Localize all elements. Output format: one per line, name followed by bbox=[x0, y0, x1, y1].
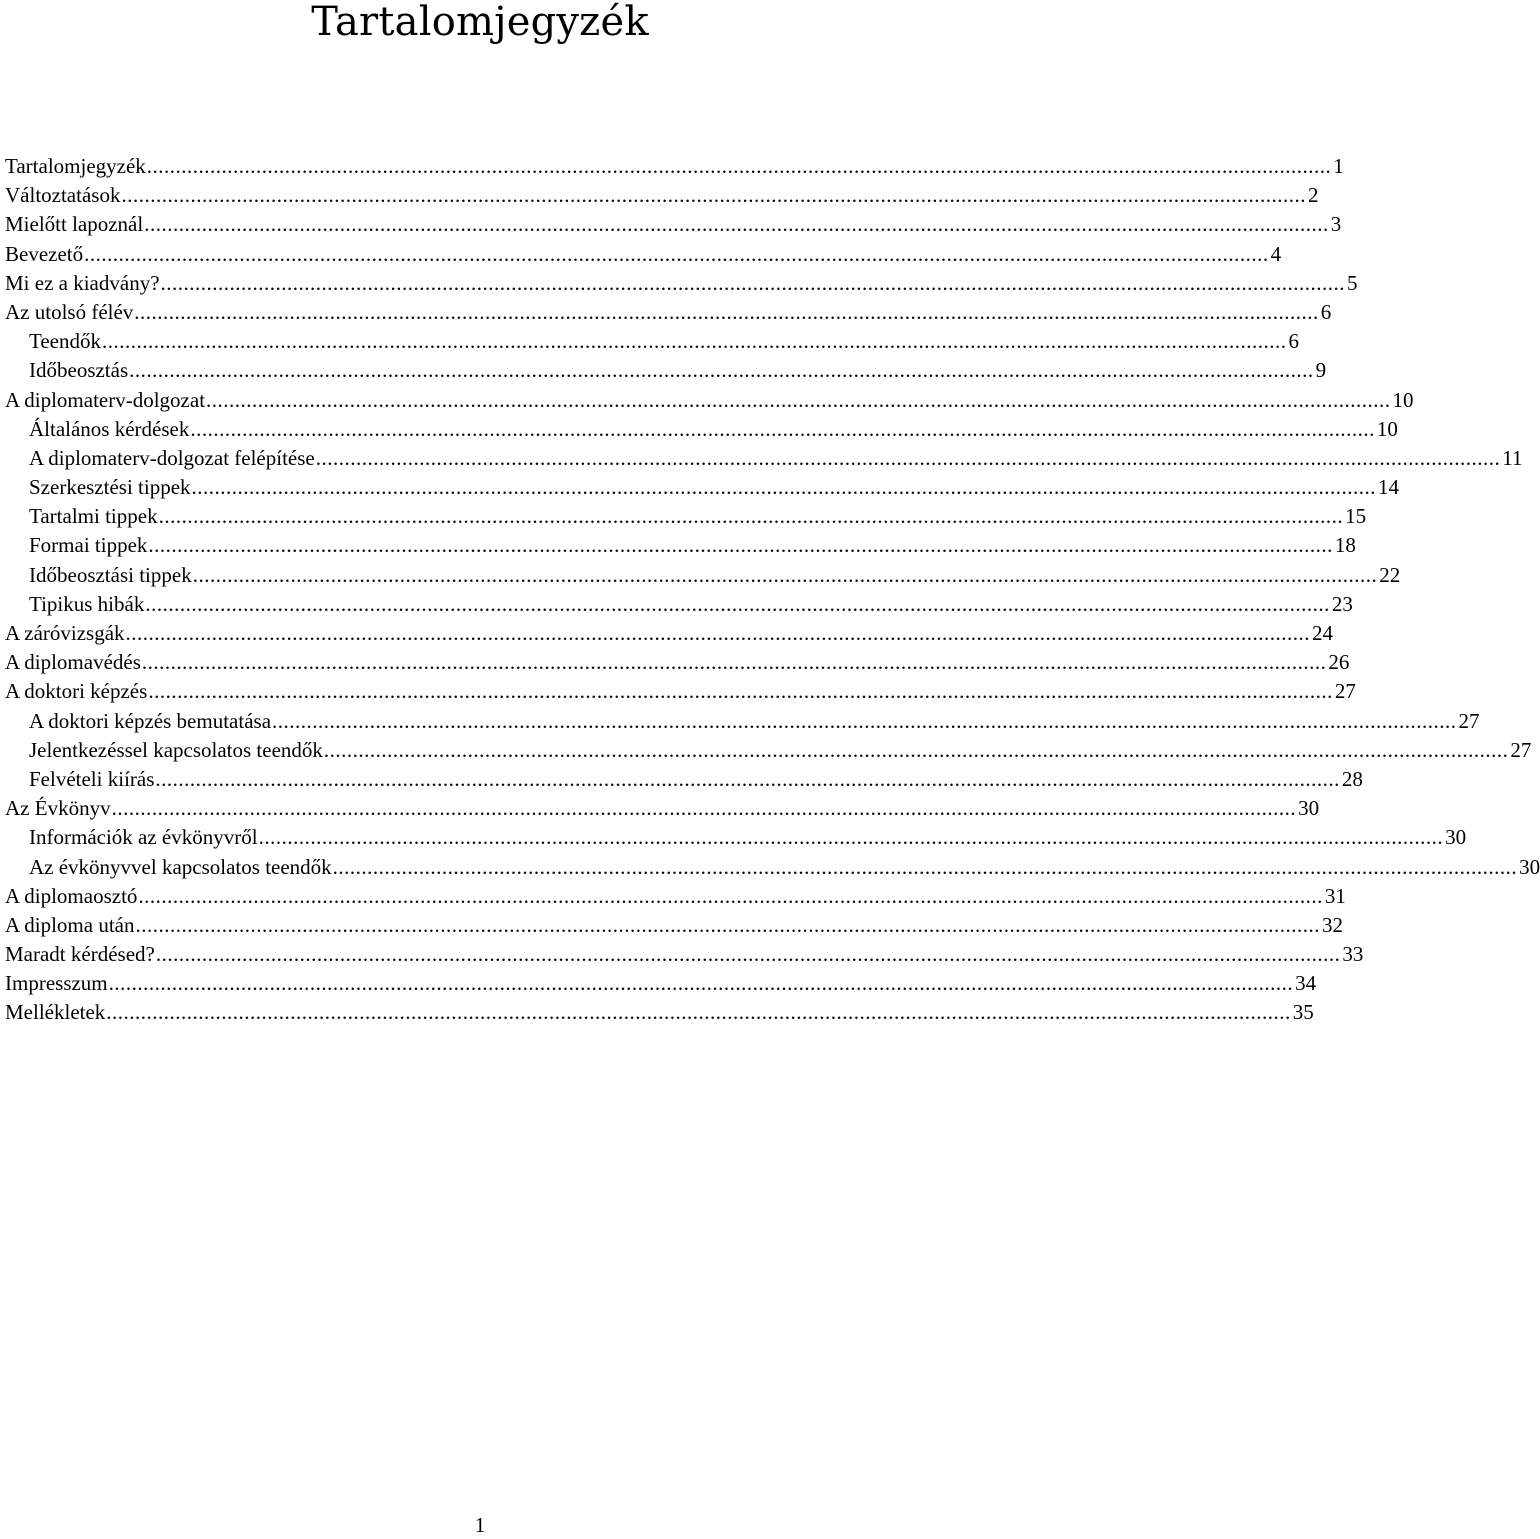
toc-entry[interactable] bbox=[5, 707, 1480, 736]
toc-entry-title: Mellékletek bbox=[5, 1000, 106, 1025]
toc-entry-title: A záróvizsgák bbox=[5, 621, 125, 645]
toc-entry[interactable] bbox=[5, 998, 1314, 1027]
toc-entry-title: Felvételi kiírás bbox=[29, 766, 155, 791]
toc-entry-page: 24 bbox=[1312, 621, 1334, 645]
toc-entry-page: 27 bbox=[1458, 708, 1480, 733]
toc-entry-title: Mielőtt lapoznál bbox=[5, 212, 144, 237]
toc-entry[interactable] bbox=[5, 561, 1401, 590]
toc-entry-page: 18 bbox=[1334, 533, 1356, 558]
toc-entry[interactable] bbox=[5, 765, 1363, 794]
dot-leader: .............................................................................................................................................................................................................. bbox=[206, 387, 1391, 412]
dot-leader: .............................................................................................................................................................................................................. bbox=[102, 329, 1287, 354]
page-title: Tartalomjegyzék bbox=[311, 0, 649, 45]
toc-entry-title: A diploma után bbox=[5, 912, 135, 937]
toc-entry[interactable] bbox=[5, 473, 1400, 502]
toc-entry-page: 15 bbox=[1345, 504, 1367, 529]
page-number: 1 bbox=[474, 1513, 486, 1537]
toc-entry-page: 22 bbox=[1379, 562, 1401, 587]
toc-entry-title: A doktori képzés bbox=[5, 679, 148, 704]
toc-entry-page: 34 bbox=[1295, 971, 1317, 996]
toc-entry-page: 27 bbox=[1334, 679, 1356, 704]
dot-leader: .............................................................................................................................................................................................................. bbox=[323, 737, 1509, 762]
toc-entry[interactable] bbox=[5, 590, 1353, 619]
dot-leader: .............................................................................................................................................................................................................. bbox=[155, 942, 1341, 967]
toc-entry-page: 30 bbox=[1445, 825, 1467, 850]
toc-entry[interactable] bbox=[5, 444, 1523, 473]
toc-entry-title: Szerkesztési tippek bbox=[29, 475, 191, 500]
toc-entry-page: 33 bbox=[1342, 942, 1364, 967]
toc-entry[interactable] bbox=[5, 853, 1540, 882]
dot-leader: .............................................................................................................................................................................................................. bbox=[121, 183, 1306, 208]
toc-entry-page: 23 bbox=[1331, 591, 1353, 616]
toc-entry-title: Mi ez a kiadvány? bbox=[5, 270, 160, 295]
toc-entry-title: Tartalmi tippek bbox=[29, 504, 158, 529]
toc-entry-title: A diplomavédés bbox=[5, 650, 141, 675]
toc-entry-title: Teendők bbox=[29, 329, 102, 354]
toc-entry[interactable] bbox=[5, 531, 1356, 560]
toc-entry-page: 26 bbox=[1328, 650, 1350, 675]
toc-entry-title: A doktori képzés bemutatása bbox=[29, 708, 272, 733]
toc-entry[interactable] bbox=[5, 181, 1319, 210]
toc-entry-page: 31 bbox=[1324, 883, 1346, 908]
toc-entry[interactable] bbox=[5, 911, 1343, 940]
toc-entry-title: Formai tippek bbox=[29, 533, 148, 558]
toc-entry-title: Bevezető bbox=[5, 241, 84, 266]
dot-leader: .............................................................................................................................................................................................................. bbox=[144, 212, 1329, 237]
toc-entry-title: A diplomaterv-dolgozat bbox=[5, 387, 206, 412]
toc-entry[interactable] bbox=[5, 969, 1317, 998]
toc-entry-page: 14 bbox=[1378, 475, 1400, 500]
toc-entry[interactable] bbox=[5, 677, 1356, 706]
toc-entry-page: 4 bbox=[1270, 241, 1282, 266]
dot-leader: .............................................................................................................................................................................................................. bbox=[111, 796, 1297, 821]
dot-leader: .............................................................................................................................................................................................................. bbox=[190, 416, 1375, 441]
toc-entry-title: Maradt kérdésed? bbox=[5, 942, 155, 967]
toc-entry-title: Az Évkönyv bbox=[5, 796, 111, 821]
toc-entry-page: 9 bbox=[1315, 358, 1327, 383]
toc-entry[interactable] bbox=[5, 736, 1532, 765]
toc-entry[interactable] bbox=[5, 940, 1364, 969]
toc-entry-title: Változtatások bbox=[5, 183, 121, 208]
dot-leader: .............................................................................................................................................................................................................. bbox=[332, 854, 1518, 879]
toc-entry-title: Az évkönyvvel kapcsolatos teendők bbox=[29, 854, 332, 879]
toc-entry[interactable] bbox=[5, 298, 1332, 327]
toc-entry-title: A diplomaosztó bbox=[5, 883, 138, 908]
dot-leader: .............................................................................................................................................................................................................. bbox=[138, 883, 1323, 908]
dot-leader: .............................................................................................................................................................................................................. bbox=[134, 299, 1319, 324]
toc-entry-title: Impresszum bbox=[5, 971, 108, 996]
toc-entry-page: 10 bbox=[1392, 387, 1414, 412]
dot-leader: .............................................................................................................................................................................................................. bbox=[84, 241, 1269, 266]
dot-leader: .............................................................................................................................................................................................................. bbox=[135, 912, 1320, 937]
dot-leader: .............................................................................................................................................................................................................. bbox=[315, 445, 1501, 470]
toc-entry[interactable] bbox=[5, 327, 1300, 356]
toc-entry[interactable] bbox=[5, 269, 1358, 298]
table-of-contents bbox=[5, 152, 1540, 1028]
toc-entry-page: 30 bbox=[1298, 796, 1320, 821]
toc-entry[interactable] bbox=[5, 356, 1327, 385]
toc-entry-page: 35 bbox=[1292, 1000, 1314, 1025]
toc-entry[interactable] bbox=[5, 502, 1367, 531]
toc-entry-page: 30 bbox=[1519, 854, 1540, 879]
toc-entry-title: Időbeosztás bbox=[29, 358, 129, 383]
dot-leader: .............................................................................................................................................................................................................. bbox=[155, 766, 1340, 791]
toc-entry-page: 32 bbox=[1322, 912, 1343, 937]
toc-entry-page: 1 bbox=[1333, 154, 1344, 178]
dot-leader: .............................................................................................................................................................................................................. bbox=[148, 533, 1333, 558]
toc-entry-page: 11 bbox=[1502, 445, 1523, 470]
dot-leader: .............................................................................................................................................................................................................. bbox=[148, 679, 1333, 704]
dot-leader: .............................................................................................................................................................................................................. bbox=[191, 475, 1377, 500]
toc-entry[interactable] bbox=[5, 240, 1282, 269]
dot-leader: .............................................................................................................................................................................................................. bbox=[141, 650, 1327, 675]
toc-entry[interactable] bbox=[5, 794, 1320, 823]
dot-leader: .............................................................................................................................................................................................................. bbox=[192, 562, 1378, 587]
toc-entry-title: Információk az évkönyvről bbox=[29, 825, 258, 850]
toc-entry-page: 27 bbox=[1510, 737, 1532, 762]
toc-entry[interactable] bbox=[5, 152, 1344, 181]
dot-leader: .............................................................................................................................................................................................................. bbox=[258, 825, 1444, 850]
dot-leader: .............................................................................................................................................................................................................. bbox=[160, 270, 1346, 295]
toc-entry-title: Jelentkezéssel kapcsolatos teendők bbox=[29, 737, 323, 762]
toc-entry-title: Tipikus hibák bbox=[29, 591, 145, 616]
toc-entry[interactable] bbox=[5, 823, 1467, 852]
dot-leader: .............................................................................................................................................................................................................. bbox=[146, 154, 1332, 178]
dot-leader: .............................................................................................................................................................................................................. bbox=[158, 504, 1344, 529]
toc-entry-page: 10 bbox=[1376, 416, 1398, 441]
toc-entry-page: 6 bbox=[1288, 329, 1300, 354]
toc-entry-title: Az utolsó félév bbox=[5, 299, 134, 324]
dot-leader: .............................................................................................................................................................................................................. bbox=[125, 621, 1311, 645]
toc-entry[interactable] bbox=[5, 648, 1350, 677]
toc-entry-page: 5 bbox=[1347, 270, 1358, 295]
toc-entry[interactable] bbox=[5, 882, 1346, 911]
toc-entry-title: Tartalomjegyzék bbox=[5, 154, 146, 178]
toc-entry[interactable] bbox=[5, 415, 1398, 444]
dot-leader: .............................................................................................................................................................................................................. bbox=[145, 591, 1330, 616]
toc-entry-title: A diplomaterv-dolgozat felépítése bbox=[29, 445, 315, 470]
dot-leader: .............................................................................................................................................................................................................. bbox=[272, 708, 1457, 733]
toc-entry-title: Általános kérdések bbox=[29, 416, 190, 441]
toc-entry[interactable] bbox=[5, 210, 1342, 239]
dot-leader: .............................................................................................................................................................................................................. bbox=[106, 1000, 1291, 1025]
toc-entry[interactable] bbox=[5, 619, 1334, 648]
toc-entry-title: Időbeosztási tippek bbox=[29, 562, 192, 587]
toc-entry-page: 6 bbox=[1320, 299, 1332, 324]
toc-entry[interactable] bbox=[5, 386, 1414, 415]
dot-leader: .............................................................................................................................................................................................................. bbox=[108, 971, 1294, 996]
toc-entry-page: 28 bbox=[1341, 766, 1363, 791]
toc-entry-page: 3 bbox=[1330, 212, 1342, 237]
dot-leader: .............................................................................................................................................................................................................. bbox=[129, 358, 1314, 383]
toc-entry-page: 2 bbox=[1307, 183, 1319, 208]
